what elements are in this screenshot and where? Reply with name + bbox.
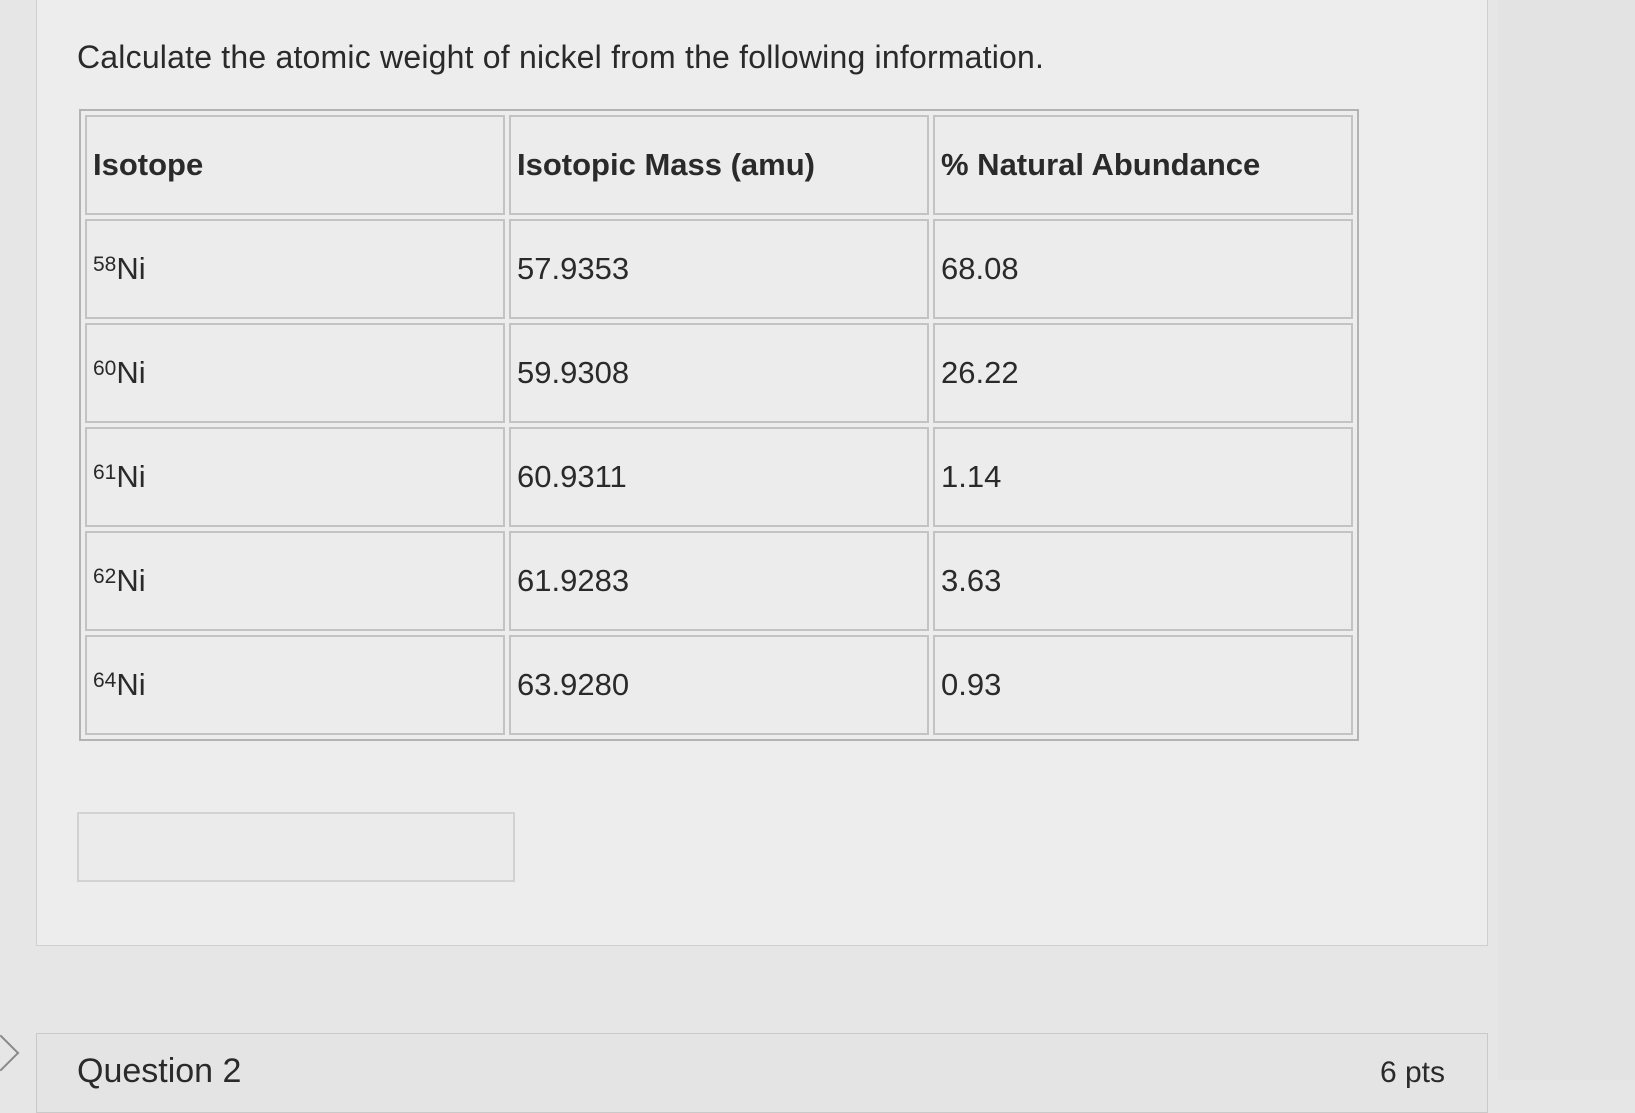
table-row <box>85 427 1353 527</box>
abundance-cell: 3.63 <box>933 531 1353 631</box>
element-symbol: Ni <box>116 355 146 390</box>
mass-number: 64 <box>93 669 117 692</box>
mass-cell: 57.9353 <box>509 219 929 319</box>
question-2-points: 6 pts <box>1379 1056 1445 1089</box>
mass-number: 58 <box>93 253 117 276</box>
question-1-card <box>36 0 1488 946</box>
mass-cell: 63.9280 <box>509 635 929 735</box>
abundance-cell: 68.08 <box>933 219 1353 319</box>
mass-cell: 60.9311 <box>509 427 929 527</box>
mass-number: 62 <box>93 565 117 588</box>
element-symbol: Ni <box>116 251 146 286</box>
chevron-right-icon[interactable] <box>0 1035 19 1072</box>
isotope-cell <box>85 531 505 631</box>
header-isotope: Isotope <box>85 115 505 215</box>
mass-cell: 59.9308 <box>509 323 929 423</box>
header-isotopic-mass: Isotopic Mass (amu) <box>509 115 929 215</box>
table-row <box>85 635 1353 735</box>
table-row <box>85 219 1353 319</box>
element-symbol: Ni <box>116 667 146 702</box>
question-2-card <box>36 1033 1488 1113</box>
abundance-cell: 1.14 <box>933 427 1353 527</box>
element-symbol: Ni <box>116 563 146 598</box>
abundance-cell: 26.22 <box>933 323 1353 423</box>
header-natural-abundance: % Natural Abundance <box>933 115 1353 215</box>
question-prompt: Calculate the atomic weight of nickel from the following information. <box>77 39 1045 75</box>
isotope-data-table <box>79 109 1359 741</box>
isotope-cell <box>85 323 505 423</box>
abundance-cell: 0.93 <box>933 635 1353 735</box>
table-header-row <box>85 115 1353 215</box>
isotope-cell <box>85 427 505 527</box>
answer-input[interactable] <box>77 812 515 882</box>
question-2-title: Question 2 <box>77 1052 242 1090</box>
isotope-cell <box>85 635 505 735</box>
mass-number: 61 <box>93 461 117 484</box>
table-row <box>85 323 1353 423</box>
isotope-cell <box>85 219 505 319</box>
mass-number: 60 <box>93 357 117 380</box>
table-row <box>85 531 1353 631</box>
element-symbol: Ni <box>116 459 146 494</box>
mass-cell: 61.9283 <box>509 531 929 631</box>
page-right-margin <box>1498 0 1635 1080</box>
